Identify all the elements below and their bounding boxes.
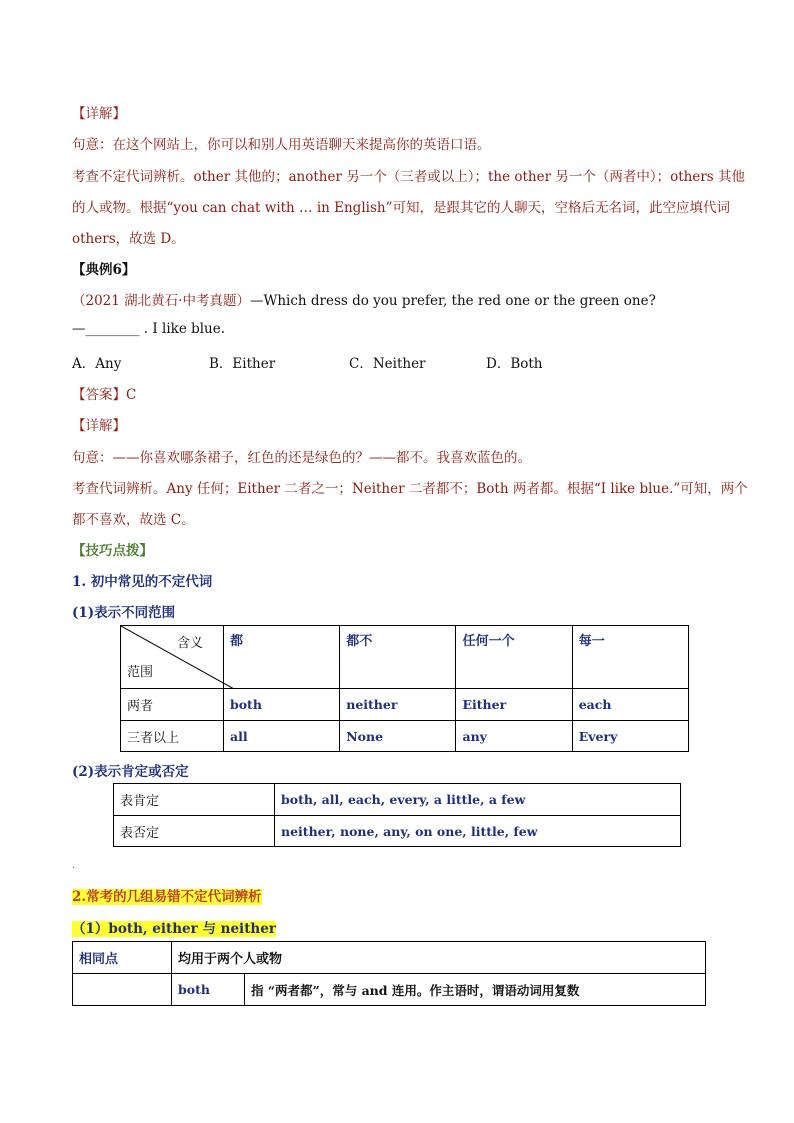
section2-title: 2.常考的几组易错不定代词辨析: [72, 889, 262, 905]
word-both: both: [172, 974, 245, 1006]
both-either-neither-table: [72, 941, 706, 1006]
example-answer: 【答案】C: [72, 387, 137, 403]
detail-heading: 【详解】: [72, 106, 126, 122]
example-analysis-line2: 都不喜欢，故选 C。: [72, 512, 195, 528]
table-cell: Every: [572, 721, 688, 752]
sub2-title: (2)表示肯定或否定: [72, 764, 189, 780]
sub1-title: (1)表示不同范围: [72, 605, 176, 621]
tips-heading: 【技巧点拨】: [72, 543, 153, 559]
detail-analysis-line2: 的人或物。根据“you can chat with … in English”可知，是跟其它的人聊天，空格后无名词，此空应填代词: [72, 200, 730, 216]
section1-title: 1. 初中常见的不定代词: [72, 574, 213, 590]
example-source: （2021 湖北黄石·中考真题）: [72, 293, 250, 309]
table-cell: both, all, each, every, a little, a few: [275, 784, 681, 816]
example-question: —Which dress do you prefer, the red one or the green one?: [249, 293, 656, 309]
example-meaning: 句意：——你喜欢哪条裙子，红色的还是绿色的？——都不。我喜欢蓝色的。: [72, 450, 531, 466]
header-each: 每一: [572, 626, 688, 689]
row-label: 表否定: [114, 816, 275, 847]
both-description: 指 “两者都”，常与 and 连用。作主语时，谓语动词用复数: [245, 974, 706, 1006]
sub3-title: （1）both, either 与 neither: [72, 921, 276, 937]
table-cell: Either: [456, 689, 572, 721]
header-all: 都: [223, 626, 339, 689]
row-label: 三者以上: [121, 721, 224, 752]
same-point-label: 相同点: [73, 942, 172, 974]
diag-top-label: 含义: [176, 636, 203, 651]
option-b: B．Either: [209, 356, 276, 372]
table-cell: None: [340, 721, 456, 752]
example-analysis-line1: 考查代词辨析。Any 任何；Either 二者之一；Neither 二者都不；Both 两者都。根据“I like blue.”可知，两个: [72, 481, 748, 497]
table-cell: neither: [340, 689, 456, 721]
table-cell: all: [223, 721, 339, 752]
diagonal-header-cell: [121, 626, 224, 689]
option-a: A．Any: [72, 356, 122, 372]
header-none: 都不: [340, 626, 456, 689]
header-any: 任何一个: [456, 626, 572, 689]
table-cell: both: [223, 689, 339, 721]
affirm-negate-table: [113, 783, 681, 847]
example-question-line: [72, 289, 656, 309]
example-answer-blank: —________ . I like blue.: [72, 321, 226, 337]
option-d: D．Both: [486, 356, 543, 372]
detail-analysis-line1: 考查不定代词辨析。other 其他的；another 另一个（三者或以上）；the other 另一个（两者中）；others 其他: [72, 169, 745, 185]
detail-meaning: 句意：在这个网站上，你可以和别人用英语聊天来提高你的英语口语。: [72, 137, 491, 153]
table-cell: any: [456, 721, 572, 752]
row-label: 两者: [121, 689, 224, 721]
example-detail-heading: 【详解】: [72, 418, 126, 434]
diag-bottom-label: 范围: [127, 665, 154, 680]
table-cell: each: [572, 689, 688, 721]
row-label: 表肯定: [114, 784, 275, 816]
example-heading: 【典例6】: [72, 262, 136, 278]
table-cell: neither, none, any, on one, little, few: [275, 816, 681, 847]
empty-cell: [73, 974, 172, 1006]
option-c: C．Neither: [349, 356, 426, 372]
range-table: [120, 625, 689, 752]
separator-dot: .: [72, 860, 76, 871]
same-point-value: 均用于两个人或物: [172, 942, 706, 974]
detail-analysis-line3: others，故选 D。: [72, 231, 185, 247]
